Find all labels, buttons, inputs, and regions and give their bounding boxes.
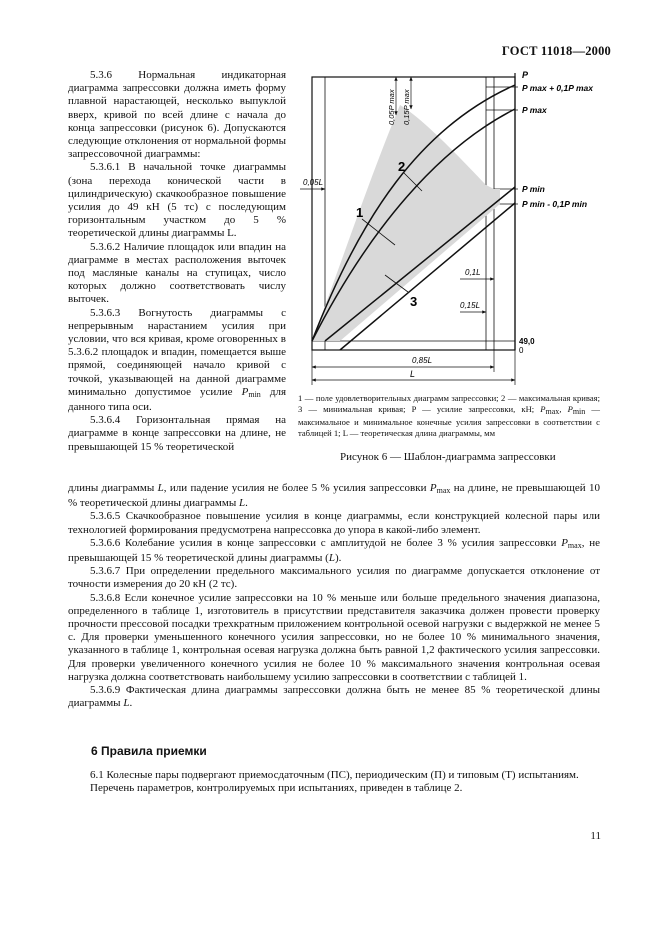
label-085l: 0,85L xyxy=(412,356,433,365)
paragraph-5-3-6-6: 5.3.6.6 Колебание усилия в конце запрессовки с амплитудой не более 3 % усилия запрессовки $P_{max}$, не превышающей 15 % теоретической длины диаграммы (L). xyxy=(68,536,601,565)
paragraph-5-3-6-1: 5.3.6.1 В начальной точке диаграммы (зона перехода конической части в цилиндрическую) скачкообразное повышение усилия до 49 кН (5 тс) с последующим горизонтальным участком до 5 % теоретической длины диаграммы L. xyxy=(68,161,286,240)
label-0: 0 xyxy=(519,346,524,355)
label-005p: 0,05P max xyxy=(387,89,396,125)
paragraph-6-1: 6.1 Колесные пары подвергают приемосдаточным (ПС), периодическим (П) и типовым (Т) испытаниям. xyxy=(90,769,579,781)
label-curve-2: 2 xyxy=(398,159,406,174)
paragraph-5-3-6: 5.3.6 Нормальная индикаторная диаграмма запрессовки должна иметь форму плавной нарастающей, несколько выпуклой вверх, кривой по всей длине с начала до конца запрессовки (рисунок 6). Допускаются следующие отклонения от нормальной формы запрессовочной диаграммы: xyxy=(68,69,286,161)
label-015p: 0,15P max xyxy=(402,89,411,125)
label-pmin-minus: P min - 0,1P min xyxy=(522,199,588,209)
label-p-axis: P xyxy=(522,70,529,80)
label-pmax-plus: P max + 0,1P max xyxy=(522,83,593,93)
label-pmin: P min xyxy=(522,184,545,194)
full-width-text xyxy=(68,482,600,710)
section-text xyxy=(68,769,600,795)
section-title: 6 Правила приемки xyxy=(91,744,207,758)
page-number: 11 xyxy=(590,830,601,842)
label-49: 49,0 xyxy=(519,337,535,346)
label-005l: 0,05L xyxy=(303,178,324,187)
paragraph-5-3-6-4: 5.3.6.4 Горизонтальная прямая на диаграмме в конце запрессовки на длине, не превышающей 15 % теоретической xyxy=(68,414,286,453)
paragraph-5-3-6-5: 5.3.6.5 Скачкообразное повышение усилия в конце диаграммы, если конструкцией колесной пары или технологией формирования предусмотрена напрессовка до упора в какой-либо элемент. xyxy=(68,510,600,536)
label-l: L xyxy=(410,369,416,379)
label-01l: 0,1L xyxy=(465,268,481,277)
paragraph-5-3-6-4-cont: длины диаграммы L, или падение усилия не более 5 % усилия запрессовки $P_{max}$ на длине, не превышающей 10 % теоретической длины диаграммы L. xyxy=(68,482,601,510)
paragraph-6-1-list: Перечень параметров, контролируемых при испытаниях, приведен в таблице 2. xyxy=(90,782,463,795)
paragraph-5-3-6-9: 5.3.6.9 Фактическая длина диаграммы запрессовки должна быть не менее 85 % теоретической длины диаграммы L. xyxy=(68,684,600,710)
paragraph-5-3-6-8: 5.3.6.8 Если конечное усилие запрессовки на 10 % меньше или больше предельного значения диапазона, определенного в таблице 1, изготовитель в присутствии представителя заказчика должен провести проверку прочности прессовой посадки трехкратным приложением контрольной осевой нагрузки с выдержкой не менее 5 с. Для проверки уменьшенного конечного усилия запрессовки, но не более 10 % минимального значения, указанного в таблице 1, контрольная осевая нагрузка должна быть равной 1,2 фактического усилия запрессовки. Для проверки увеличенного конечного усилия не более 10 % максимального значения контрольная осевая нагрузка должна соответствовать наибольшему усилию запрессовки в соответствии с таблицей 1. xyxy=(68,591,600,683)
label-pmax: P max xyxy=(522,105,547,115)
figure-caption: Рисунок 6 — Шаблон-диаграмма запрессовки xyxy=(340,451,556,463)
paragraph-5-3-6-7: 5.3.6.7 При определении предельного максимального усилия по диаграмме допускается отклонение от точности измерения до 20 кН (2 тс). xyxy=(68,565,600,591)
paragraph-5-3-6-3: 5.3.6.3 Вогнутость диаграммы с непрерывным нарастанием усилия при условии, что вся кривая, кроме оговоренных в 5.3.6.2 площадок и впадин, помещается выше прямой, соединяющей начало кривой с точкой, указывающей на данной диаграмме минимально допустимое усилие $P_{min}$ для данного типа оси. xyxy=(68,306,287,414)
figure-6-diagram xyxy=(300,67,600,387)
figure-legend: 1 — поле удовлетворительных диаграмм запрессовки; 2 — максимальная кривая; 3 — минимальная кривая; P — усилие запрессовки, кН; Pmax, Pmin — максимальное и минимальное конечные усилия запрессовки в соответствии с таблицей 1; L — теоретическая длина диаграммы, мм xyxy=(298,393,600,438)
label-curve-1: 1 xyxy=(356,205,364,220)
label-curve-3: 3 xyxy=(410,294,418,309)
document-header: ГОСТ 11018—2000 xyxy=(501,44,611,58)
left-column-text xyxy=(68,69,286,454)
paragraph-5-3-6-2: 5.3.6.2 Наличие площадок или впадин на диаграмме в местах расположения выточек под масляные каналы на ступицах, число которых должно соответствовать числу выточек. xyxy=(68,240,286,306)
label-015l: 0,15L xyxy=(460,301,481,310)
press-fit-diagram-svg xyxy=(300,67,600,387)
